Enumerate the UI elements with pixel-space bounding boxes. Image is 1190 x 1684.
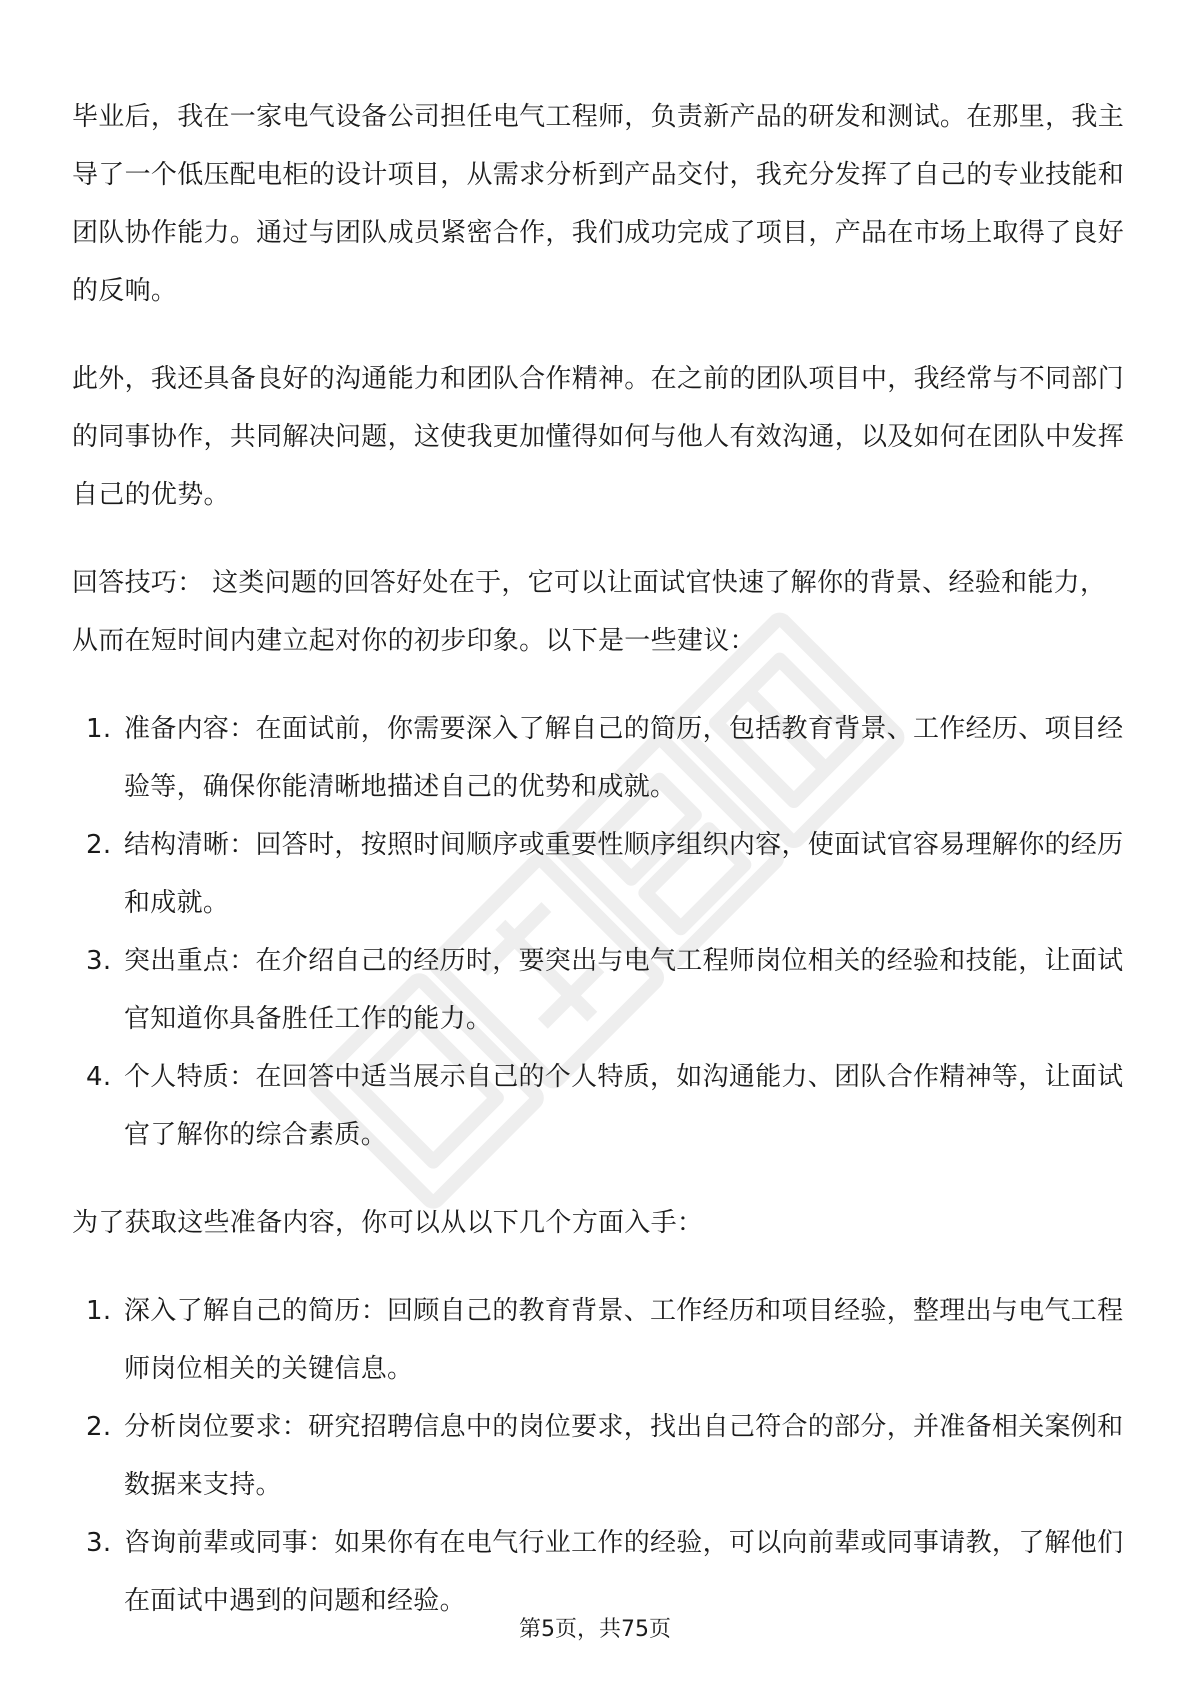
paragraph-communication: 此外，我还具备良好的沟通能力和团队合作精神。在之前的团队项目中，我经常与不同部门的同事协作，共同解决问题，这使我更加懂得如何与他人有效沟通，以及如何在团队中发挥自己的优势。 — [72, 364, 1125, 510]
list-number: 2. — [86, 1412, 112, 1442]
list-item — [72, 700, 1132, 816]
paragraph-preparation: 为了获取这些准备内容，你可以从以下几个方面入手： — [72, 1208, 704, 1238]
list-number: 4. — [86, 1062, 112, 1092]
main-content — [72, 88, 1132, 1630]
list-text: 准备内容：在面试前，你需要深入了解自己的简历，包括教育背景、工作经历、项目经验等，确保你能清晰地描述自己的优势和成就。 — [124, 714, 1124, 802]
list-item — [72, 1048, 1132, 1164]
list-number: 1. — [86, 1296, 112, 1326]
list-text: 分析岗位要求：研究招聘信息中的岗位要求，找出自己符合的部分，并准备相关案例和数据来支持。 — [124, 1412, 1124, 1500]
list-text: 突出重点：在介绍自己的经历时，要突出与电气工程师岗位相关的经验和技能，让面试官知道你具备胜任工作的能力。 — [124, 946, 1124, 1034]
list-text: 个人特质：在回答中适当展示自己的个人特质，如沟通能力、团队合作精神等，让面试官了解你的综合素质。 — [124, 1062, 1124, 1150]
page-number-footer: 第5页，共75页 — [519, 1617, 671, 1642]
list-item — [72, 1398, 1132, 1514]
paragraph-answer-tips: 回答技巧： 这类问题的回答好处在于，它可以让面试官快速了解你的背景、经验和能力，从而在短时间内建立起对你的初步印象。以下是一些建议： — [72, 568, 1107, 656]
list-item — [72, 1282, 1132, 1398]
list-text: 深入了解自己的简历：回顾自己的教育背景、工作经历和项目经验，整理出与电气工程师岗位相关的关键信息。 — [124, 1296, 1124, 1384]
tips-list — [72, 700, 1132, 1164]
list-number: 1. — [86, 714, 112, 744]
paragraph-work-experience: 毕业后，我在一家电气设备公司担任电气工程师，负责新产品的研发和测试。在那里，我主导了一个低压配电柜的设计项目，从需求分析到产品交付，我充分发挥了自己的专业技能和团队协作能力。通过与团队成员紧密合作，我们成功完成了项目，产品在市场上取得了良好的反响。 — [72, 102, 1125, 306]
list-number: 3. — [86, 946, 112, 976]
preparation-list — [72, 1282, 1132, 1630]
list-text: 咨询前辈或同事：如果你有在电气行业工作的经验，可以向前辈或同事请教，了解他们在面试中遇到的问题和经验。 — [124, 1528, 1124, 1616]
list-text: 结构清晰：回答时，按照时间顺序或重要性顺序组织内容，使面试官容易理解你的经历和成就。 — [124, 830, 1124, 918]
list-item — [72, 932, 1132, 1048]
list-number: 2. — [86, 830, 112, 860]
list-item — [72, 816, 1132, 932]
list-number: 3. — [86, 1528, 112, 1558]
